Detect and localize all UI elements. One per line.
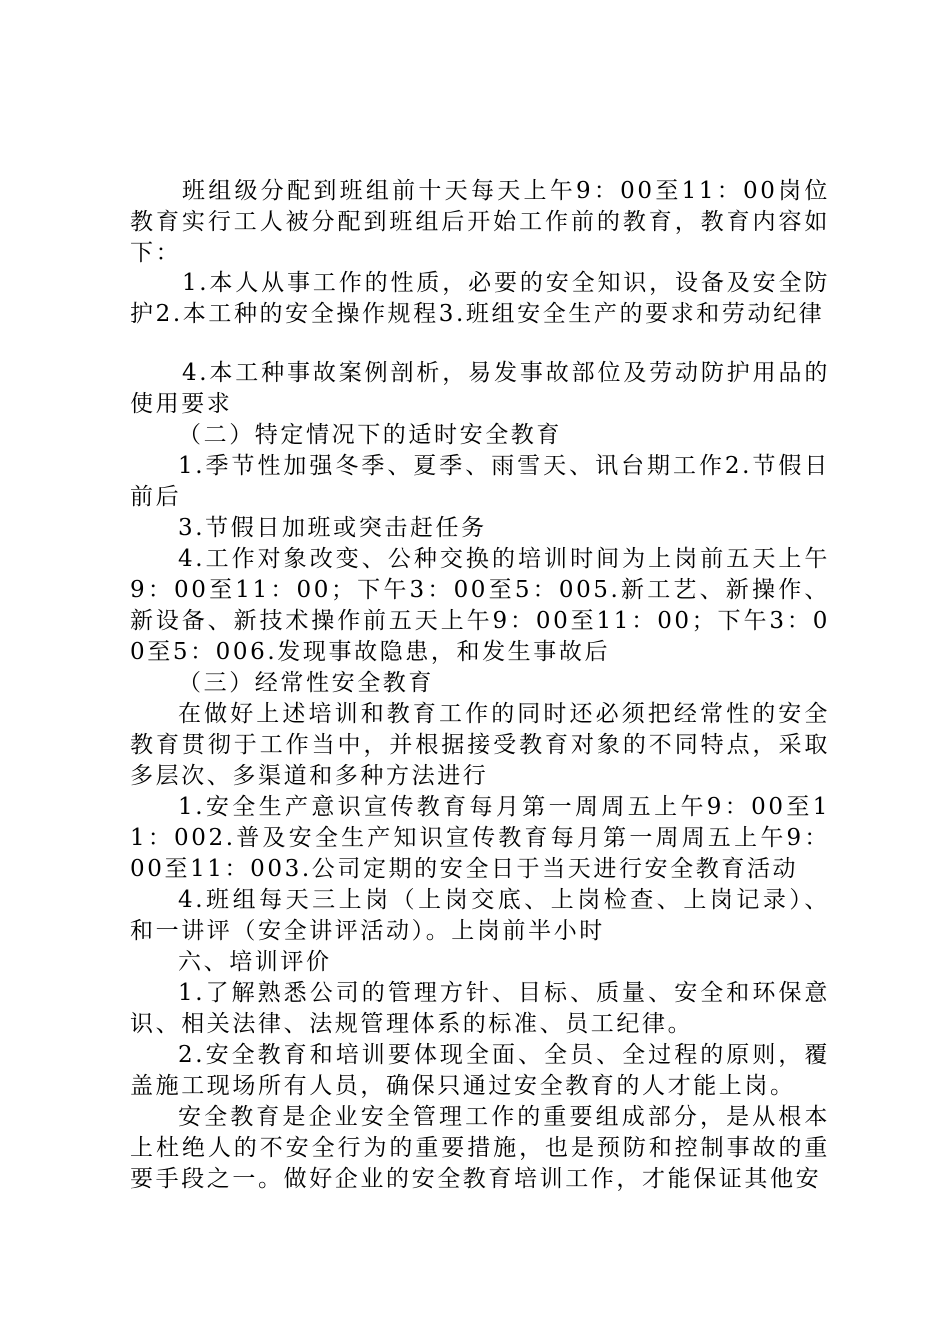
- heading-special-situations: （二）特定情况下的适时安全教育: [178, 422, 562, 448]
- paragraph-job-change-training: 4.工作对象改变、公种交换的培训时间为上岗前五天上午9：00至11：00；下午3：00至5：005.新工艺、新操作、新设备、新技术操作前五天上午9：00至11：00；下午3：00至5：006.发现事故隐患，和发生事故后: [130, 546, 830, 665]
- paragraph-team-level-education: 班组级分配到班组前十天每天上午9：00至11：00岗位教育实行工人被分配到班组后开始工作前的教育，教育内容如下：: [130, 178, 830, 266]
- paragraph-regular-education: 在做好上述培训和教育工作的同时还必须把经常性的安全教育贯彻于工作当中，并根据接受教育对象的不同特点，采取多层次、多渠道和多种方法进行: [130, 701, 830, 789]
- paragraph-evaluation-1: 1.了解熟悉公司的管理方针、目标、质量、安全和环保意识、相关法律、法规管理体系的标准、员工纪律。: [130, 980, 830, 1037]
- heading-regular-education: （三）经常性安全教育: [178, 670, 434, 696]
- paragraph-conclusion: 安全教育是企业安全管理工作的重要组成部分，是从根本上杜绝人的不安全行为的重要措施，也是预防和控制事故的重要手段之一。做好企业的安全教育培训工作，才能保证其他安: [130, 1104, 830, 1192]
- paragraph-work-nature-items: 1.本人从事工作的性质，必要的安全知识，设备及安全防护2.本工种的安全操作规程3.班组安全生产的要求和劳动纪律: [130, 270, 830, 327]
- paragraph-seasonal: 1.季节性加强冬季、夏季、雨雪天、讯台期工作2.节假日前后: [130, 453, 830, 510]
- paragraph-awareness-publicity: 1.安全生产意识宣传教育每月第一周周五上午9：00至11：002.普及安全生产知识宣传教育每月第一周周五上午9：00至11：003.公司定期的安全日于当天进行安全教育活动: [130, 794, 830, 882]
- document-body: [130, 420, 830, 1195]
- paragraph-evaluation-2: 2.安全教育和培训要体现全面、全员、全过程的原则，覆盖施工现场所有人员，确保只通过安全教育的人才能上岗。: [130, 1042, 830, 1099]
- paragraph-team-daily: 4.班组每天三上岗（上岗交底、上岗检查、上岗记录）、和一讲评（安全讲评活动）。上岗前半小时: [130, 887, 830, 944]
- heading-training-evaluation: 六、培训评价: [178, 949, 332, 975]
- paragraph-accident-analysis: 4.本工种事故案例剖析，易发事故部位及劳动防护用品的使用要求: [130, 360, 830, 417]
- paragraph-holiday-overtime: 3.节假日加班或突击赶任务: [178, 515, 487, 541]
